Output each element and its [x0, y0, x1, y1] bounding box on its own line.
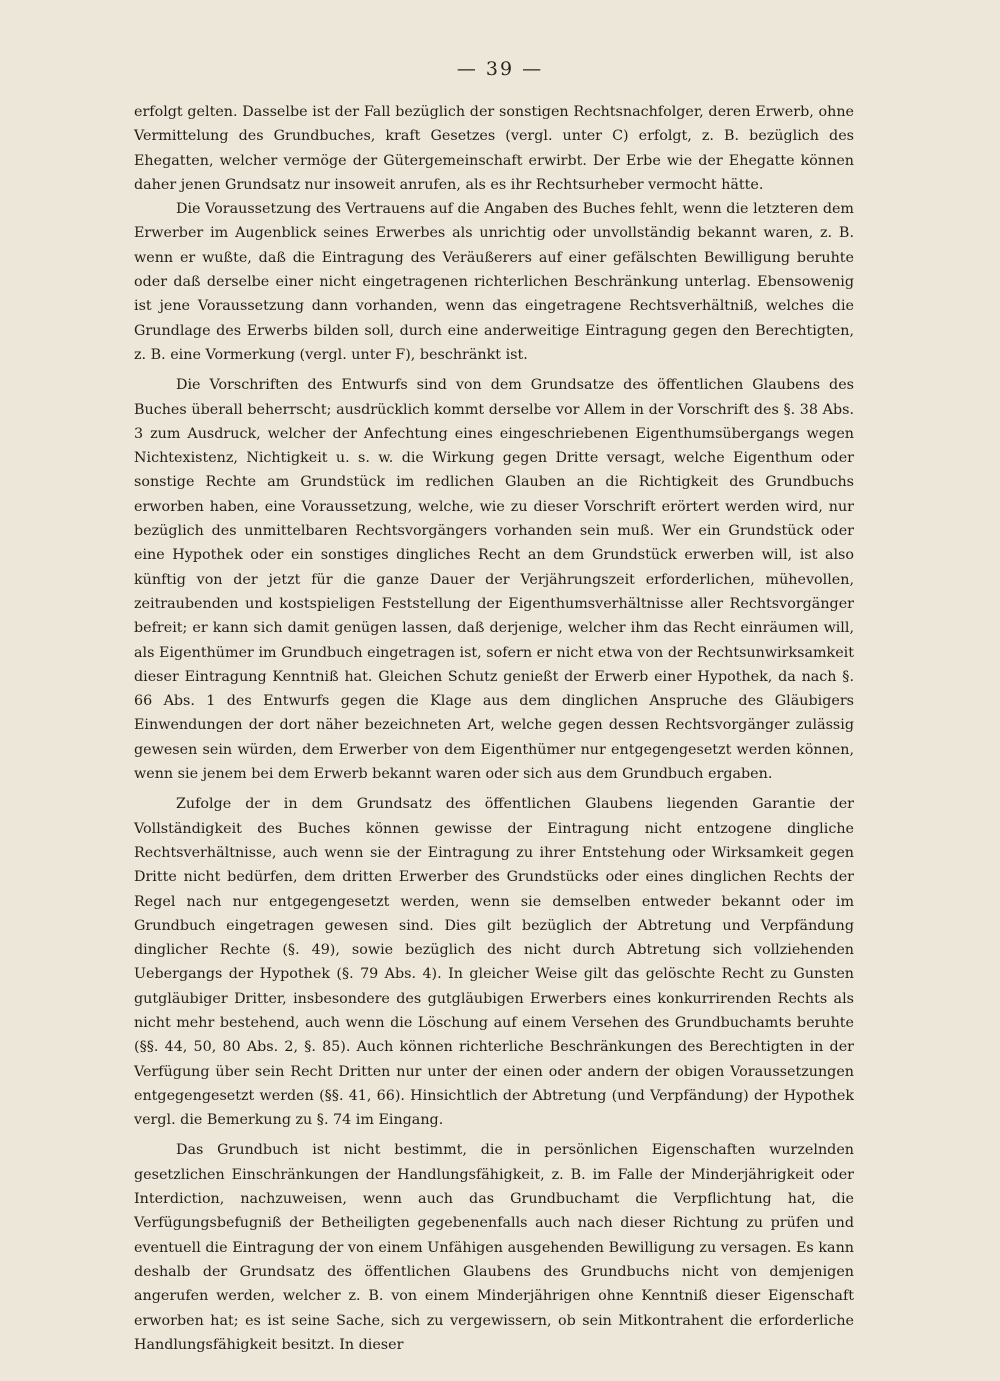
paragraph-4: Zufolge der in dem Grundsatz des öffentlichen Glaubens liegenden Garantie der Vollständigkeit des Buches können gewisse der Eintragung nicht entzogene dingliche Rechtsverhältnisse, auch wenn sie der Eintragung zu ihrer Entstehung oder Wirksamkeit gegen Dritte nicht bedürfen, dem dritten Erwerber des Grundstücks oder eines dinglichen Rechts der Regel nach nur entgegengesetzt werden, wenn sie demselben entweder bekannt oder im Grundbuch eingetragen gewesen sind. Dies gilt bezüglich der Abtretung und Verpfändung dinglicher Rechte (§. 49), sowie bezüglich des nicht durch Abtretung sich vollziehenden Uebergangs der Hypothek (§. 79 Abs. 4). In gleicher Weise gilt das gelöschte Recht zu Gunsten gutgläubiger Dritter, insbesondere des gutgläubigen Erwerbers eines konkurrirenden Rechts als nicht mehr bestehend, auch wenn die Löschung auf einem Versehen des Grundbuchamts beruhte (§§. 44, 50, 80 Abs. 2, §. 85). Auch können richterliche Beschränkungen des Berechtigten in der Verfügung über sein Recht Dritten nur unter der einen oder andern der obigen Voraussetzungen entgegengesetzt werden (§§. 41, 66). Hinsichtlich der Abtretung (und Verpfändung) der Hypothek vergl. die Bemerkung zu §. 74 im Eingang. [134, 796, 854, 1129]
paragraph-1: erfolgt gelten. Dasselbe ist der Fall bezüglich der sonstigen Rechtsnachfolger, deren Erwerb, ohne Vermittelung des Grundbuches, kraft Gesetzes (vergl. unter C) erfolgt, z. B. bezüglich des Ehegatten, welcher vermöge der Gütergemeinschaft erwirbt. Der Erbe wie der Ehegatte können daher jenen Grundsatz nur insoweit anrufen, als es ihr Rechtsurheber vermocht hätte. [134, 104, 854, 193]
paragraph-3: Die Vorschriften des Entwurfs sind von dem Grundsatze des öffentlichen Glaubens des Buches überall beherrscht; ausdrücklich kommt derselbe vor Allem in der Vorschrift des §. 38 Abs. 3 zum Ausdruck, welcher der Anfechtung eines eingeschriebenen Eigenthumsübergangs wegen Nichtexistenz, Nichtigkeit u. s. w. die Wirkung gegen Dritte versagt, welche Eigenthum oder sonstige Rechte am Grundstück im redlichen Glauben an die Richtigkeit des Grundbuchs erworben haben, eine Voraussetzung, welche, wie zu dieser Vorschrift erörtert werden wird, nur bezüglich des unmittelbaren Rechtsvorgängers vorhanden sein muß. Wer ein Grundstück oder eine Hypothek oder ein sonstiges dingliches Recht an dem Grundstück erwerben will, ist also künftig von der jetzt für die ganze Dauer der Verjährungszeit erforderlichen, mühevollen, zeitraubenden und kostspieligen Feststellung der Eigenthumsverhältnisse aller Rechtsvorgänger befreit; er kann sich damit genügen lassen, daß derjenige, welcher ihm das Recht einräumen will, als Eigenthümer im Grundbuch eingetragen ist, sofern er nicht etwa von der Rechtsunwirksamkeit dieser Eintragung Kenntniß hat. Gleichen Schutz genießt der Erwerb einer Hypothek, da nach §. 66 Abs. 1 des Entwurfs gegen die Klage aus dem dinglichen Anspruche des Gläubigers Einwendungen der dort näher bezeichneten Art, welche gegen dessen Rechtsvorgänger zulässig gewesen sein würden, dem Erwerber von dem Eigenthümer nur entgegengesetzt werden können, wenn sie jenem bei dem Erwerb bekannt waren oder sich aus dem Grundbuch ergaben. [134, 377, 854, 783]
paragraph-5: Das Grundbuch ist nicht bestimmt, die in persönlichen Eigenschaften wurzelnden gesetzlichen Einschränkungen der Handlungsfähigkeit, z. B. im Falle der Minderjährigkeit oder Interdiction, nachzuweisen, wenn auch das Grundbuchamt die Verpflichtung hat, die Verfügungsbefugniß der Betheiligten gegebenenfalls auch nach dieser Richtung zu prüfen und eventuell die Eintragung der von einem Unfähigen ausgehenden Bewilligung zu versagen. Es kann deshalb der Grundsatz des öffentlichen Glaubens des Grundbuchs nicht von demjenigen angerufen werden, welcher z. B. von einem Minderjährigen ohne Kenntniß dieser Eigenschaft erworben hat; es ist seine Sache, sich zu vergewissern, ob sein Mitkontrahent die erforderliche Handlungsfähigkeit besitzt. In dieser [134, 1142, 854, 1353]
paragraph-2: Die Voraussetzung des Vertrauens auf die Angaben des Buches fehlt, wenn die letzteren dem Erwerber im Augenblick seines Erwerbes als unrichtig oder unvollständig bekannt waren, z. B. wenn er wußte, daß die Eintragung des Veräußerers auf einer gefälschten Bewilligung beruhte oder daß derselbe einer nicht eingetragenen richterlichen Beschränkung unterlag. Ebensowenig ist jene Voraussetzung dann vorhanden, wenn das eingetragene Rechtsverhältniß, welches die Grundlage des Erwerbs bilden soll, durch eine anderweitige Eintragung gegen den Berechtigten, z. B. eine Vormerkung (vergl. unter F), beschränkt ist. [134, 201, 854, 363]
body-text [134, 100, 854, 1357]
page-number: — 39 — [456, 58, 544, 80]
